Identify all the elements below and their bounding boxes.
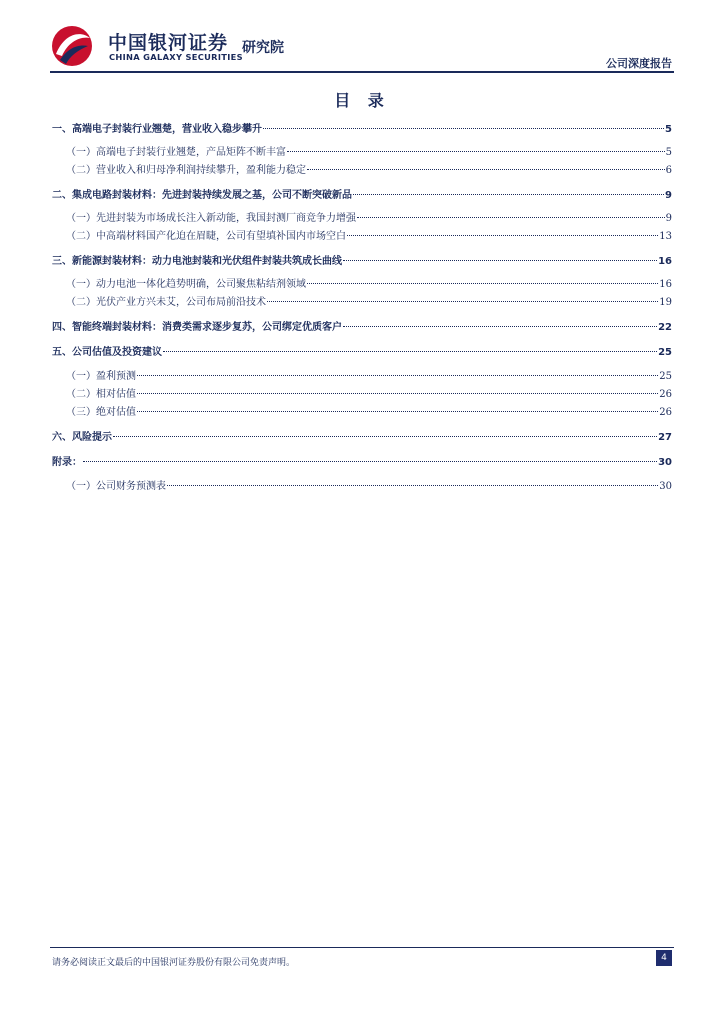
company-name-en: CHINA GALAXY SECURITIES (109, 52, 243, 62)
toc-page-number: 27 (658, 432, 672, 443)
toc-leader-dots (83, 461, 657, 462)
toc-page-number: 16 (658, 256, 672, 267)
toc-page-number: 16 (659, 279, 672, 290)
toc-section-entry[interactable] (52, 453, 672, 468)
toc-leader-dots (113, 436, 657, 437)
toc-section-entry[interactable] (52, 120, 672, 135)
toc-subsection-entry[interactable] (52, 275, 672, 290)
header-divider (50, 71, 674, 73)
toc-entry-text: 六、风险提示 (52, 432, 112, 443)
toc-entry-text: （一）先进封装为市场成长注入新动能，我国封测厂商竞争力增强 (66, 213, 356, 224)
toc-entry-text: 一、高端电子封装行业翘楚，营业收入稳步攀升 (52, 124, 262, 135)
toc-page-number: 26 (659, 407, 672, 418)
toc-entry-text: （一）动力电池一体化趋势明确，公司聚焦粘结剂领域 (66, 279, 306, 290)
toc-entry-text: （一）盈利预测 (66, 371, 136, 382)
institute-label: 研究院 (242, 40, 284, 56)
toc-leader-dots (267, 301, 658, 302)
toc-subsection-entry[interactable] (52, 403, 672, 418)
toc-entry-text: 三、新能源封装材料：动力电池封装和光伏组件封装共筑成长曲线 (52, 256, 342, 267)
toc-page-number: 5 (665, 147, 672, 158)
toc-leader-dots (343, 260, 657, 261)
toc-page-number: 26 (659, 389, 672, 400)
toc-section-entry[interactable] (52, 252, 672, 267)
toc-page-number: 22 (658, 322, 672, 333)
toc-leader-dots (137, 411, 658, 412)
galaxy-logo-icon (50, 24, 94, 68)
toc-leader-dots (163, 351, 657, 352)
toc-leader-dots (307, 169, 665, 170)
toc-section-entry[interactable] (52, 318, 672, 333)
toc-page-number: 30 (659, 481, 672, 492)
toc-leader-dots (137, 375, 658, 376)
toc-entry-text: 四、智能终端封装材料：消费类需求逐步复苏，公司绑定优质客户 (52, 322, 342, 333)
toc-entry-text: （二）相对估值 (66, 389, 136, 400)
toc-section-entry[interactable] (52, 428, 672, 443)
toc-entry-text: 二、集成电路封装材料：先进封装持续发展之基，公司不断突破新品 (52, 190, 352, 201)
toc-leader-dots (263, 128, 664, 129)
toc-page-number: 9 (665, 213, 672, 224)
toc-page-number: 30 (658, 457, 672, 468)
toc-page-number: 9 (665, 190, 672, 201)
toc-leader-dots (137, 393, 658, 394)
toc-subsection-entry[interactable] (52, 209, 672, 224)
toc-subsection-entry[interactable] (52, 293, 672, 308)
footer-divider (50, 947, 674, 948)
toc-subsection-entry[interactable] (52, 161, 672, 176)
toc-leader-dots (343, 326, 657, 327)
page-header (0, 0, 724, 80)
company-name-cn: 中国银河证券 (108, 32, 229, 54)
toc-section-entry[interactable] (52, 343, 672, 358)
toc-entry-text: （一）公司财务预测表 (66, 481, 166, 492)
toc-leader-dots (357, 217, 665, 218)
toc-subsection-entry[interactable] (52, 227, 672, 242)
report-type-label: 公司深度报告 (606, 57, 672, 70)
toc-subsection-entry[interactable] (52, 143, 672, 158)
toc-section-entry[interactable] (52, 186, 672, 201)
toc-subsection-entry[interactable] (52, 367, 672, 382)
toc-leader-dots (167, 485, 658, 486)
footer-disclaimer: 请务必阅读正文最后的中国银河证券股份有限公司免责声明。 (52, 958, 296, 968)
toc-page-number: 25 (658, 347, 672, 358)
toc-subsection-entry[interactable] (52, 477, 672, 492)
toc-leader-dots (287, 151, 665, 152)
toc-entry-text: （二）中高端材料国产化迫在眉睫，公司有望填补国内市场空白 (66, 231, 346, 242)
toc-entry-text: 附录： (52, 457, 82, 468)
toc-leader-dots (307, 283, 658, 284)
toc-entry-text: 五、公司估值及投资建议 (52, 347, 162, 358)
toc-title: 目 录 (334, 91, 390, 110)
toc-page-number: 25 (659, 371, 672, 382)
toc-entry-text: （三）绝对估值 (66, 407, 136, 418)
toc-entry-text: （一）高端电子封装行业翘楚，产品矩阵不断丰富 (66, 147, 286, 158)
page-number: 4 (656, 950, 672, 966)
toc-leader-dots (353, 194, 664, 195)
toc-leader-dots (347, 235, 658, 236)
toc-page-number: 6 (665, 165, 672, 176)
toc-subsection-entry[interactable] (52, 385, 672, 400)
toc-page-number: 5 (665, 124, 672, 135)
toc-page-number: 19 (659, 297, 672, 308)
toc-entry-text: （二）营业收入和归母净利润持续攀升，盈利能力稳定 (66, 165, 306, 176)
toc-page-number: 13 (659, 231, 672, 242)
toc-entry-text: （二）光伏产业方兴未艾，公司布局前沿技术 (66, 297, 266, 308)
